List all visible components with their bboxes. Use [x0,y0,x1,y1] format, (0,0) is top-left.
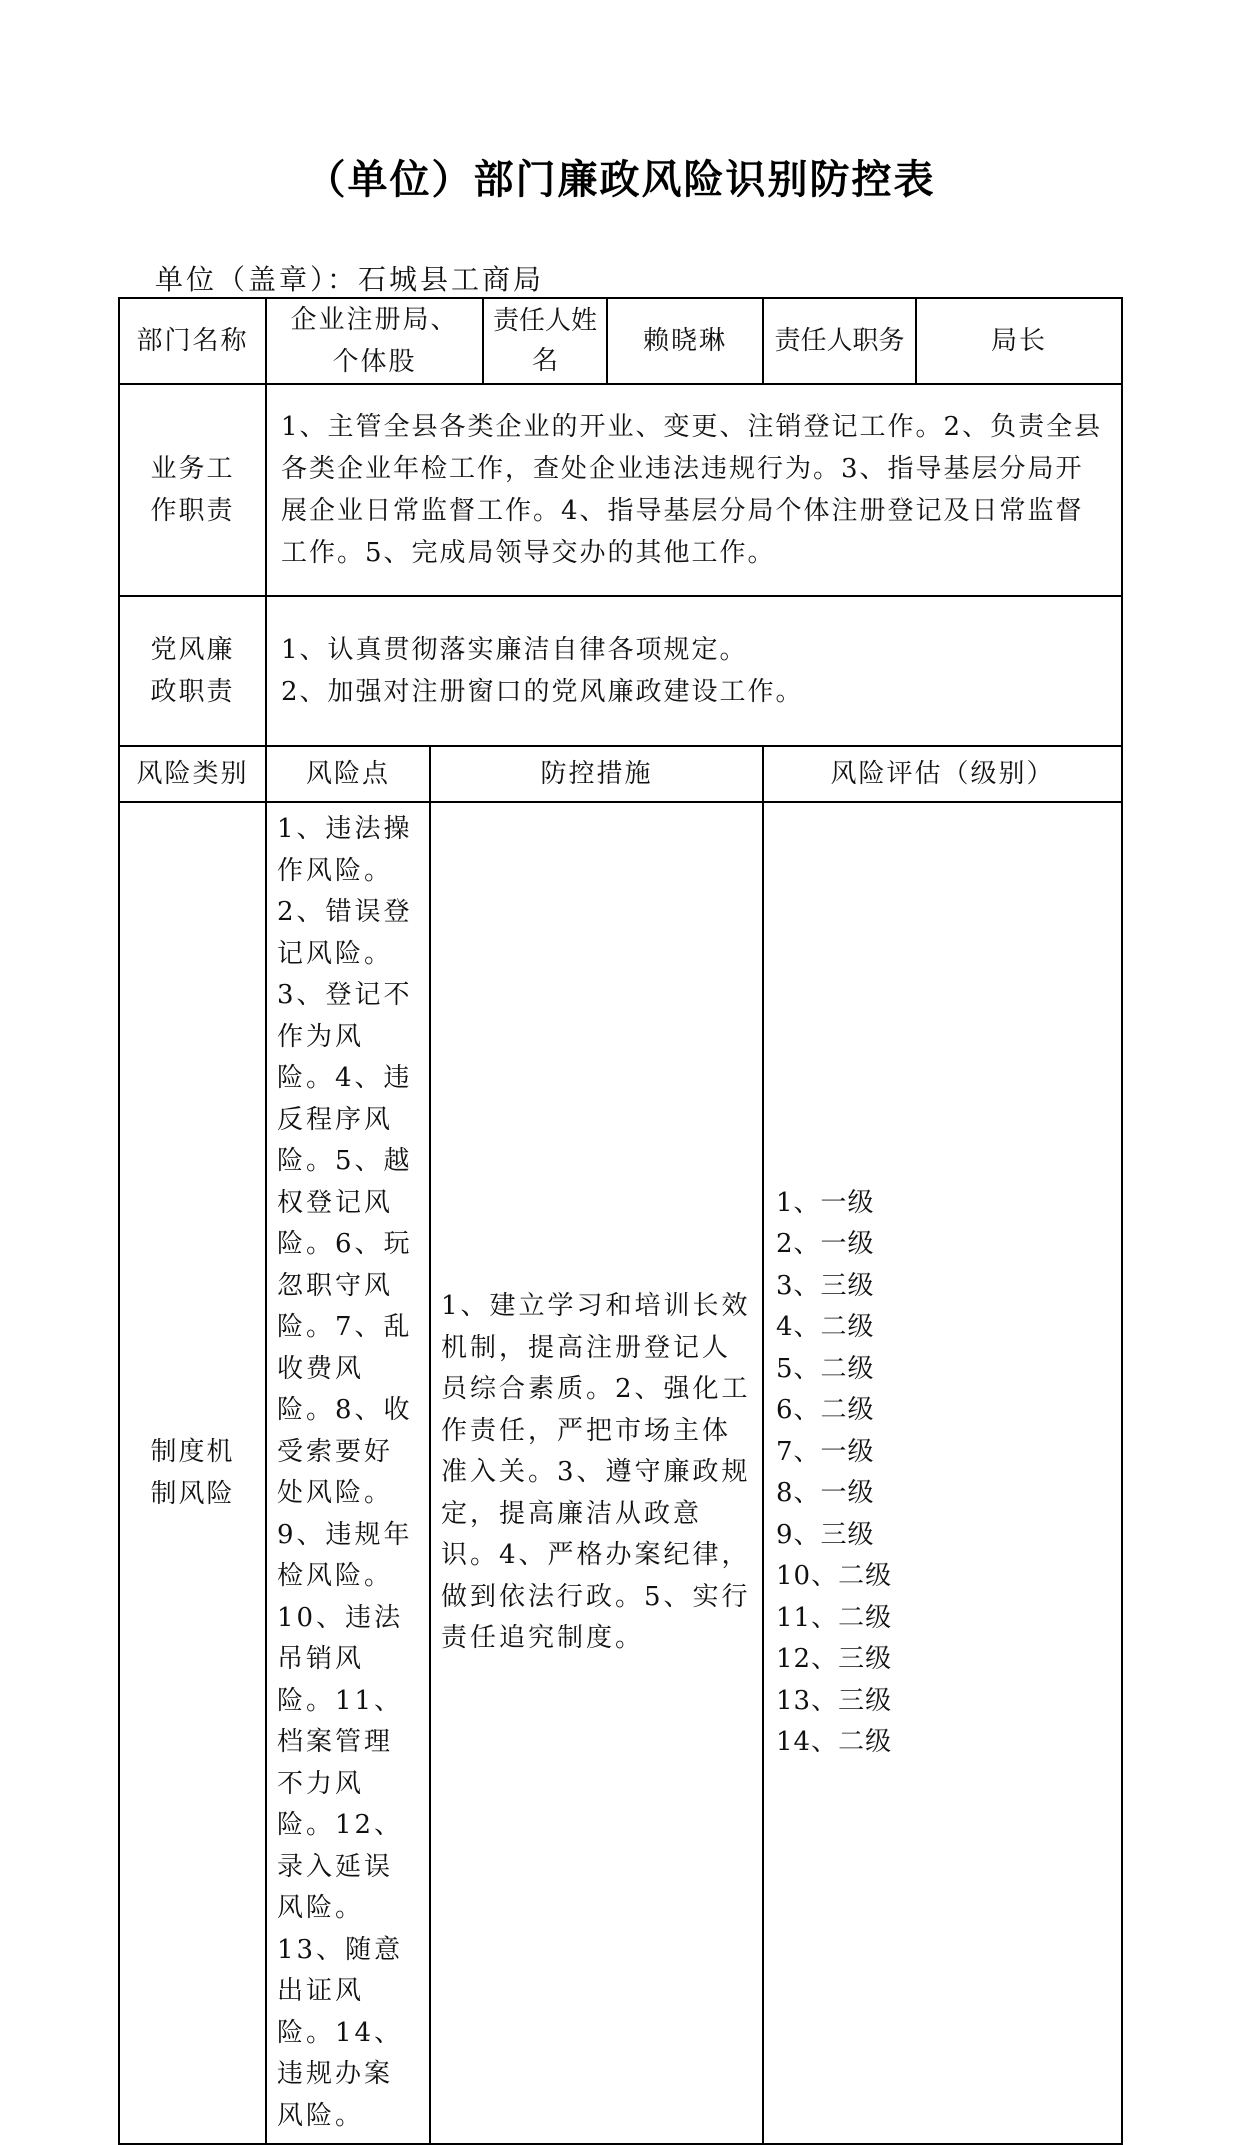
level-item: 3、三级 [776,1270,875,1301]
level-item: 10、二级 [776,1561,893,1591]
level-item: 12、三级 [776,1644,893,1674]
level-item: 11、二级 [776,1602,893,1633]
party-duty-text: 1、认真贯彻落实廉洁自律各项规定。 2、加强对注册窗口的党风廉政建设工作。 [266,596,1122,746]
risk-header-row [119,746,1122,802]
business-duty-label: 业务工 作职责 [119,384,266,596]
level-item: 6、二级 [776,1395,875,1425]
party-duty-row [119,596,1122,746]
dept-name-value: 企业注册局、 个体股 [266,298,483,384]
page-title: （单位）部门廉政风险识别防控表 [305,157,936,203]
business-duty-text: 1、主管全县各类企业的开业、变更、注销登记工作。2、负责全县各类企业年检工作，查处企业违法违规行为。3、指导基层分局开展企业日常监督工作。4、指导基层分局个体注册登记及日常监督工作。5、完成局领导交办的其他工作。 [266,384,1122,596]
risk-category-header: 风险类别 [119,746,266,802]
assessment-header: 风险评估（级别） [763,746,1122,802]
party-duty-label: 党风廉 政职责 [119,596,266,746]
person-title-label: 责任人职务 [763,298,916,384]
header-row [119,298,1122,384]
person-name-label: 责任人姓名 [483,298,607,384]
risk-category-cell: 制度机 制风险 [119,802,266,2144]
risk-control-table [118,297,1123,2145]
person-name-value: 赖晓琳 [607,298,763,384]
level-item: 4、二级 [776,1312,875,1342]
level-item: 7、一级 [776,1436,875,1467]
risk-row [119,802,1122,2144]
unit-line: 单位（盖章）：石城县工商局 [155,263,545,296]
measures-cell: 1、建立学习和培训长效机制，提高注册登记人员综合素质。2、强化工作责任，严把市场主体准入关。3、遵守廉政规定，提高廉洁从政意识。4、严格办案纪律，做到依法行政。5、实行责任追究制度。 [430,802,763,2144]
risk-points-header: 风险点 [266,746,430,802]
business-duty-row [119,384,1122,596]
level-item: 2、一级 [776,1229,875,1259]
risk-points-cell: 1、违法操作风险。2、错误登记风险。3、登记不作为风险。4、违反程序风险。5、越权登记风险。6、玩忽职守风险。7、乱收费风险。8、收受索要好处风险。9、违规年检风险。10、违法吊销风险。11、档案管理不力风险。12、录入延误风险。13、随意出证风险。14、违规办案风险。 [266,802,430,2144]
level-item: 9、三级 [776,1519,875,1550]
level-item: 13、三级 [776,1685,893,1716]
measures-header: 防控措施 [430,746,763,802]
level-item: 8、一级 [776,1478,875,1508]
level-item: 1、一级 [776,1187,875,1218]
person-title-value: 局长 [916,298,1122,384]
assessment-cell [763,802,1122,2144]
dept-name-label: 部门名称 [119,298,266,384]
level-item: 14、二级 [776,1727,893,1757]
level-item: 5、二级 [776,1353,875,1384]
level-list [776,1183,1109,1764]
